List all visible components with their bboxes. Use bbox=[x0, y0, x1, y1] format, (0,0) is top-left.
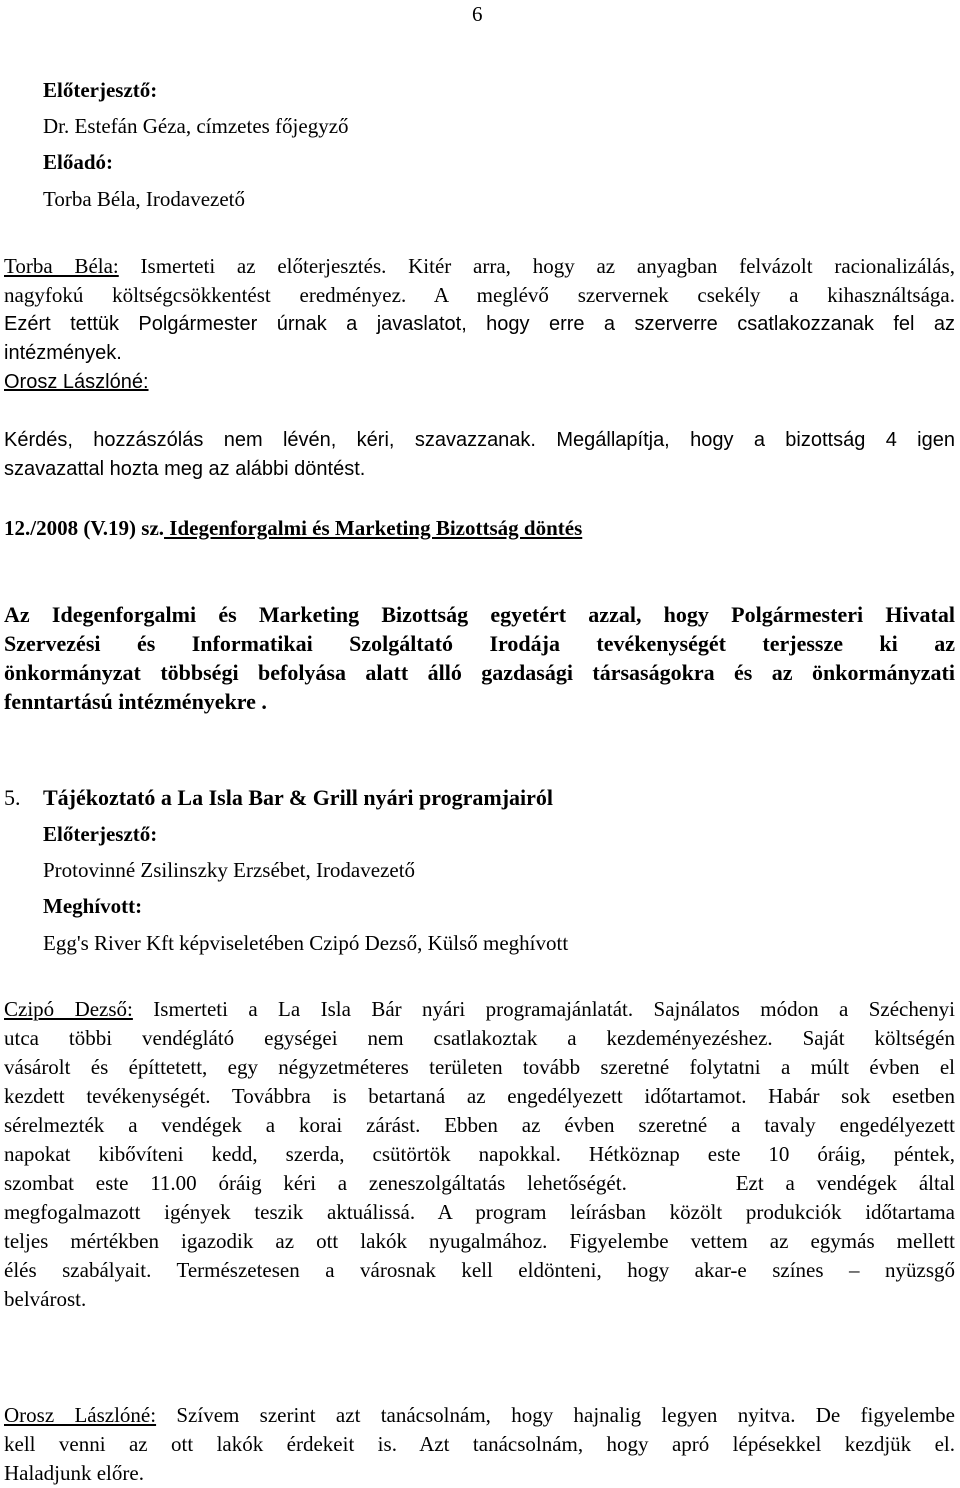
paragraph-line: Czipó Dezső: Ismerteti a La Isla Bár nyári programajánlatát. Sajnálatos módon a Széchenyi bbox=[4, 997, 955, 1021]
paragraph-line: Kérdés, hozzászólás nem lévén, kéri, szavazzanak. Megállapítja, hogy a bizottság 4 igen bbox=[4, 429, 955, 451]
paragraph-line: élés szabályait. Természetesen a városnak kell eldönteni, hogy akar-e színes – nyüzsgő bbox=[4, 1258, 955, 1282]
speaker-name-torba: Torba Béla: bbox=[4, 254, 119, 278]
decision-number: 12./2008 (V.19) sz. bbox=[4, 516, 165, 540]
paragraph-line: Ezért tettük Polgármester úrnak a javaslatot, hogy erre a szerverre csatlakozzanak fel az bbox=[4, 313, 955, 335]
item-presenter-label: Előterjesztő: bbox=[43, 822, 158, 846]
decision-line: önkormányzat többségi befolyása alatt álló gazdasági társaságokra és az önkormányzati bbox=[4, 660, 955, 685]
paragraph-line: kell venni az ott lakók érdekeit is. Azt tanácsolnám, hogy apró lépésekkel kezdjük el. bbox=[4, 1432, 955, 1456]
decision-title: Idegenforgalmi és Marketing Bizottság döntés bbox=[164, 516, 583, 540]
paragraph-line: sérelmezték a vendégek a korai zárást. Ebben az évben szeretné a tavaly engedélyezett bbox=[4, 1113, 955, 1137]
speaker-name-orosz: Orosz Lászlóné: bbox=[4, 371, 149, 393]
decision-line: fenntartású intézményekre . bbox=[4, 689, 267, 714]
presenter-name: Dr. Estefán Géza, címzetes főjegyző bbox=[43, 114, 349, 138]
paragraph-line: szombat este 11.00 óráig kéri a zeneszolgáltatás lehetőségét. Ezt a vendégek által bbox=[4, 1171, 955, 1195]
paragraph-line: Torba Béla: Ismerteti az előterjesztés. Kitér arra, hogy az anyagban felvázolt racionalizálás, bbox=[4, 254, 955, 278]
paragraph-line: utca többi vendéglátó egységei nem csatlakoztak a kezdeményezéshez. Saját költségén bbox=[4, 1026, 955, 1050]
item-title: Tájékoztató a La Isla Bar & Grill nyári programjairól bbox=[43, 785, 554, 810]
paragraph-line: teljes mértékben igazodik az ott lakók nyugalmához. Figyelembe vettem az egymás mellett bbox=[4, 1229, 955, 1253]
speaker-name-cipo: Czipó Dezső: bbox=[4, 997, 133, 1021]
item-invited-name: Egg's River Kft képviseletében Czipó Dezső, Külső meghívott bbox=[43, 931, 569, 955]
paragraph-line: napokat kibővíteni kedd, szerda, csütörtök napokkal. Hétköznap este 10 óráig, péntek, bbox=[4, 1142, 955, 1166]
item-number: 5. bbox=[4, 785, 21, 810]
paragraph-line: vásárolt és építtetett, egy négyzetméteres területen tovább szeretné folytatni a múlt évben el bbox=[4, 1055, 955, 1079]
paragraph-line: Orosz Lászlóné: Szívem szerint azt tanácsolnám, hogy hajnalig legyen nyitva. De figyelembe bbox=[4, 1403, 955, 1427]
paragraph-line: Haladjunk előre. bbox=[4, 1461, 144, 1485]
paragraph-line: nagyfokú költségcsökkentést eredményez. A meglévő szervernek csekély a kihasználtsága. bbox=[4, 283, 955, 307]
paragraph-line: szavazattal hozta meg az alábbi döntést. bbox=[4, 458, 366, 480]
paragraph-line: megfogalmazott igények teszik aktuálissá. A program leírásban közölt produkciók időtartama bbox=[4, 1200, 955, 1224]
paragraph-line: belvárost. bbox=[4, 1287, 87, 1311]
paragraph-line: intézmények. bbox=[4, 342, 122, 364]
item-invited-label: Meghívott: bbox=[43, 894, 143, 918]
item-presenter-name: Protovinné Zsilinszky Erzsébet, Irodavezető bbox=[43, 858, 416, 882]
decision-line: Szervezési és Informatikai Szolgáltató Irodája tevékenységét terjessze ki az bbox=[4, 631, 955, 656]
speaker-name-orosz-2: Orosz Lászlóné: bbox=[4, 1403, 157, 1427]
speaker-label: Előadó: bbox=[43, 150, 114, 174]
page-number: 6 bbox=[472, 2, 483, 26]
presenter-label: Előterjesztő: bbox=[43, 78, 158, 102]
decision-heading bbox=[4, 514, 955, 542]
speaker-name: Torba Béla, Irodavezető bbox=[43, 187, 246, 211]
decision-line: Az Idegenforgalmi és Marketing Bizottság egyetért azzal, hogy Polgármesteri Hivatal bbox=[4, 602, 955, 627]
paragraph-line: kezdett tevékenységét. Továbbra is betartaná az engedélyezett időtartamot. Habár sok esetben bbox=[4, 1084, 955, 1108]
